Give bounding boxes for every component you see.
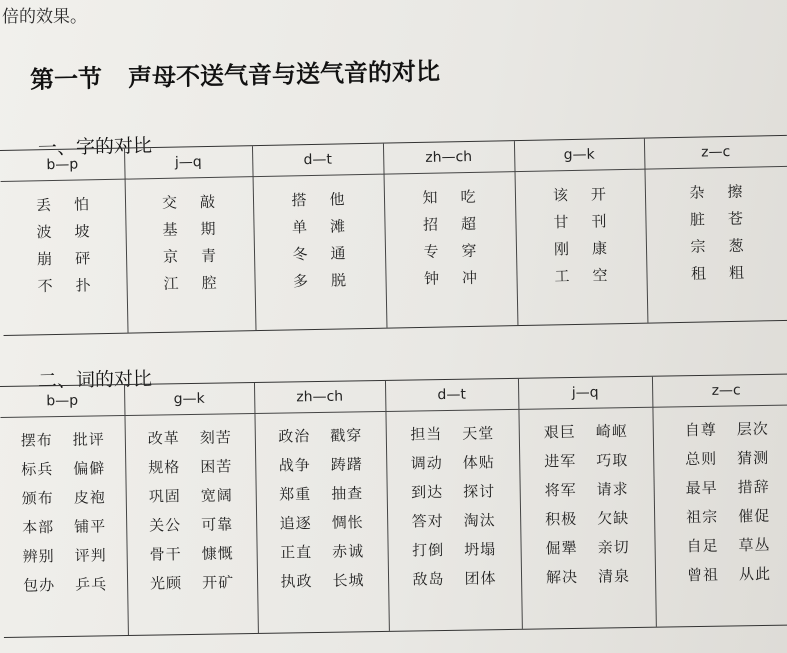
aspirated-item: 请求: [596, 480, 629, 499]
comparison-row: [654, 501, 787, 532]
unaspirated-item: 脏: [689, 210, 707, 229]
comparison-row: [653, 472, 787, 503]
column-cells: [515, 181, 647, 291]
comparison-row: [126, 539, 256, 570]
aspirated-item: 葱: [728, 236, 745, 256]
unaspirated-item: 包办: [22, 576, 56, 595]
aspirated-item: 吃: [460, 187, 477, 207]
unaspirated-item: 正直: [279, 543, 313, 562]
column-cells: [384, 183, 517, 293]
word-comparison-title: 二、词的对比: [37, 368, 153, 392]
comparison-row: [654, 530, 787, 561]
comparison-row: [253, 213, 384, 243]
column-header: b—p: [0, 149, 125, 182]
table-column: [518, 377, 657, 629]
comparison-row: [521, 562, 655, 593]
unaspirated-item: 骨干: [149, 545, 182, 564]
column-cells: [255, 421, 389, 597]
comparison-row: [126, 242, 254, 271]
comparison-row: [646, 232, 787, 262]
unaspirated-item: 担当: [410, 425, 443, 444]
column-header: d—t: [252, 144, 384, 178]
aspirated-item: 淘汰: [463, 511, 496, 530]
aspirated-item: 敲: [199, 192, 217, 212]
aspirated-item: 康: [591, 239, 609, 258]
comparison-row: [516, 235, 646, 264]
unaspirated-item: 曾祖: [686, 565, 720, 585]
unaspirated-item: 自足: [686, 536, 719, 556]
table-column: [0, 149, 129, 335]
comparison-row: [257, 566, 388, 597]
comparison-row: [253, 186, 384, 216]
unaspirated-item: 倔犟: [545, 538, 578, 558]
column-header: d—t: [385, 379, 518, 412]
column-header: zh—ch: [383, 141, 515, 175]
unaspirated-item: 艰巨: [543, 422, 576, 442]
unaspirated-item: 关公: [149, 516, 182, 535]
aspirated-item: 猜测: [737, 448, 770, 468]
aspirated-item: 坡: [74, 222, 91, 241]
unaspirated-item: 搭: [291, 191, 308, 210]
comparison-row: [515, 181, 645, 210]
comparison-row: [387, 477, 520, 508]
unaspirated-item: 杂: [689, 183, 706, 202]
unaspirated-item: 到达: [411, 483, 444, 502]
unaspirated-item: 政治: [278, 427, 311, 446]
table-column: [124, 383, 259, 635]
aspirated-item: 赤诚: [332, 542, 365, 561]
comparison-row: [1, 191, 125, 220]
unaspirated-item: 进军: [544, 451, 577, 471]
aspirated-item: 刻苦: [199, 428, 232, 447]
aspirated-item: 滩: [329, 217, 347, 236]
aspirated-item: 偏僻: [73, 459, 106, 478]
column-header: g—k: [124, 383, 254, 416]
comparison-row: [2, 512, 126, 543]
aspirated-item: 脱: [330, 271, 348, 290]
unaspirated-item: 基: [162, 220, 179, 239]
comparison-row: [126, 269, 254, 298]
unaspirated-item: 宗: [690, 237, 707, 256]
comparison-row: [645, 178, 787, 208]
comparison-row: [254, 267, 385, 297]
unaspirated-item: 摆布: [20, 431, 53, 450]
column-header: j—q: [518, 377, 652, 410]
comparison-row: [646, 259, 787, 289]
unaspirated-item: 租: [690, 264, 708, 283]
unaspirated-item: 调动: [410, 454, 443, 473]
aspirated-item: 乒乓: [74, 575, 108, 594]
table-column: [383, 141, 519, 328]
unaspirated-item: 钟: [423, 269, 441, 288]
unaspirated-item: 规格: [148, 458, 181, 477]
comparison-row: [3, 570, 127, 601]
aspirated-item: 可靠: [201, 515, 234, 534]
aspirated-item: 崎岖: [595, 422, 628, 441]
unaspirated-item: 战争: [278, 456, 311, 475]
comparison-row: [125, 215, 253, 244]
column-cells: [653, 414, 787, 590]
comparison-row: [519, 417, 653, 448]
section-number: 第一节: [29, 64, 103, 94]
aspirated-item: 皮袍: [73, 488, 106, 507]
unaspirated-item: 冬: [292, 245, 309, 264]
unaspirated-item: 丢: [35, 196, 53, 215]
aspirated-item: 探讨: [463, 482, 496, 501]
column-header: j—q: [124, 146, 253, 179]
aspirated-item: 青: [200, 246, 218, 266]
aspirated-item: 粗: [728, 263, 746, 283]
table-column: [514, 139, 649, 325]
previous-text-line: 倍的效果。: [2, 7, 87, 27]
unaspirated-item: 知: [422, 188, 439, 207]
unaspirated-item: 京: [162, 247, 180, 266]
comparison-row: [384, 210, 515, 240]
aspirated-item: 擦: [727, 182, 744, 202]
comparison-row: [1, 425, 125, 456]
unaspirated-item: 颁布: [21, 489, 54, 508]
column-cells: [125, 188, 255, 298]
aspirated-item: 惆怅: [331, 513, 364, 532]
comparison-row: [125, 452, 255, 483]
column-cells: [1, 191, 127, 301]
unaspirated-item: 答对: [411, 512, 444, 531]
unaspirated-item: 多: [292, 272, 310, 291]
aspirated-item: 空: [592, 266, 609, 285]
unaspirated-item: 招: [422, 215, 440, 234]
unaspirated-item: 甘: [553, 213, 570, 232]
comparison-row: [385, 237, 516, 267]
table-column: [644, 136, 787, 323]
comparison-row: [387, 506, 520, 537]
comparison-row: [125, 188, 253, 217]
column-header: zh—ch: [254, 381, 385, 414]
unaspirated-item: 祖宗: [685, 507, 719, 527]
unaspirated-item: 专: [423, 242, 440, 261]
unaspirated-item: 江: [163, 274, 180, 293]
aspirated-item: 他: [329, 190, 346, 209]
unaspirated-item: 将军: [544, 480, 577, 500]
aspirated-item: 体贴: [462, 453, 495, 472]
comparison-row: [126, 510, 256, 541]
unaspirated-item: 执政: [280, 572, 313, 591]
aspirated-item: 冲: [461, 268, 479, 288]
aspirated-item: 抽查: [331, 484, 364, 503]
comparison-row: [388, 564, 521, 595]
aspirated-item: 开矿: [201, 573, 235, 592]
comparison-row: [653, 414, 787, 445]
aspirated-item: 团体: [464, 569, 497, 588]
comparison-row: [387, 535, 520, 566]
aspirated-item: 通: [330, 244, 347, 263]
unaspirated-item: 本部: [22, 518, 55, 537]
comparison-row: [520, 504, 654, 535]
char-comparison-table: [0, 135, 787, 336]
unaspirated-item: 最早: [685, 478, 718, 498]
column-header: z—c: [644, 136, 787, 170]
comparison-row: [255, 421, 386, 452]
aspirated-item: 草丛: [738, 535, 771, 555]
comparison-row: [2, 483, 126, 514]
table-column: [124, 146, 257, 332]
comparison-row: [1, 218, 125, 247]
aspirated-item: 腔: [201, 273, 218, 293]
aspirated-item: 超: [460, 214, 478, 234]
unaspirated-item: 刚: [553, 240, 571, 259]
comparison-row: [256, 508, 387, 539]
unaspirated-item: 辨别: [22, 547, 55, 566]
unaspirated-item: 不: [37, 276, 54, 296]
comparison-row: [2, 245, 126, 274]
column-cells: [519, 417, 656, 593]
unaspirated-item: 自尊: [684, 420, 717, 440]
unaspirated-item: 积极: [545, 509, 578, 529]
comparison-row: [386, 419, 519, 450]
comparison-row: [519, 446, 653, 477]
comparison-row: [516, 262, 646, 291]
comparison-row: [126, 481, 256, 512]
aspirated-item: 戳穿: [330, 426, 363, 445]
aspirated-item: 亲切: [597, 538, 630, 557]
aspirated-item: 从此: [738, 564, 772, 584]
unaspirated-item: 巩固: [148, 487, 181, 506]
aspirated-item: 措辞: [737, 477, 770, 497]
column-header: b—p: [0, 385, 124, 418]
comparison-row: [520, 533, 654, 564]
comparison-row: [125, 423, 255, 454]
comparison-row: [384, 183, 515, 213]
aspirated-item: 批评: [72, 430, 106, 449]
unaspirated-item: 工: [554, 267, 571, 286]
unaspirated-item: 交: [161, 193, 179, 212]
aspirated-item: 困苦: [200, 457, 233, 476]
aspirated-item: 宽阔: [200, 486, 233, 505]
word-comparison-table: [0, 373, 787, 638]
comparison-row: [655, 559, 787, 590]
aspirated-item: 扑: [75, 276, 92, 295]
char-comparison-title: 一、字的对比: [37, 134, 153, 160]
unaspirated-item: 总则: [685, 449, 718, 469]
comparison-row: [385, 264, 516, 294]
aspirated-item: 铺平: [74, 517, 107, 536]
table-column: [652, 374, 787, 626]
comparison-row: [2, 272, 126, 301]
comparison-row: [386, 448, 519, 479]
aspirated-item: 坍塌: [463, 540, 497, 559]
comparison-row: [1, 454, 125, 485]
aspirated-item: 期: [200, 219, 217, 239]
comparison-row: [653, 443, 787, 474]
unaspirated-item: 打倒: [411, 541, 445, 560]
unaspirated-item: 单: [291, 218, 309, 237]
aspirated-item: 长城: [332, 571, 365, 590]
column-cells: [253, 186, 386, 296]
aspirated-item: 穿: [461, 241, 478, 261]
comparison-row: [255, 450, 386, 481]
unaspirated-item: 敌岛: [412, 570, 445, 589]
unaspirated-item: 光顾: [149, 574, 183, 593]
aspirated-item: 苍: [727, 209, 745, 229]
column-cells: [125, 423, 258, 599]
comparison-row: [2, 541, 126, 572]
aspirated-item: 层次: [736, 419, 769, 439]
aspirated-item: 开: [590, 185, 608, 204]
table-column: [254, 381, 390, 633]
unaspirated-item: 波: [36, 223, 53, 242]
column-cells: [1, 425, 128, 601]
column-header: z—c: [652, 374, 787, 407]
unaspirated-item: 该: [552, 186, 570, 205]
aspirated-item: 慷慨: [201, 544, 234, 563]
comparison-row: [254, 240, 385, 270]
aspirated-item: 砰: [74, 249, 92, 268]
unaspirated-item: 郑重: [279, 485, 312, 504]
column-cells: [645, 178, 787, 289]
table-column: [252, 144, 388, 331]
aspirated-item: 评判: [74, 546, 107, 565]
aspirated-item: 天堂: [462, 424, 495, 443]
section-heading: 声母不送气音与送气音的对比: [127, 57, 441, 92]
table-column: [385, 379, 523, 631]
aspirated-item: 催促: [737, 506, 771, 526]
unaspirated-item: 崩: [36, 250, 54, 269]
unaspirated-item: 解决: [545, 567, 579, 587]
unaspirated-item: 改革: [147, 429, 180, 448]
unaspirated-item: 追逐: [279, 514, 312, 533]
table-column: [0, 385, 129, 637]
comparison-row: [256, 537, 387, 568]
aspirated-item: 清泉: [597, 567, 631, 586]
column-cells: [386, 419, 522, 595]
unaspirated-item: 标兵: [21, 460, 54, 479]
aspirated-item: 欠缺: [597, 509, 630, 528]
comparison-row: [519, 475, 653, 506]
comparison-row: [645, 205, 787, 235]
column-header: g—k: [514, 139, 645, 172]
comparison-row: [256, 479, 387, 510]
aspirated-item: 怕: [73, 195, 91, 214]
aspirated-item: 踌躇: [330, 455, 363, 474]
comparison-row: [515, 208, 645, 237]
comparison-row: [127, 568, 257, 599]
aspirated-item: 刊: [591, 212, 608, 231]
aspirated-item: 巧取: [596, 451, 629, 470]
